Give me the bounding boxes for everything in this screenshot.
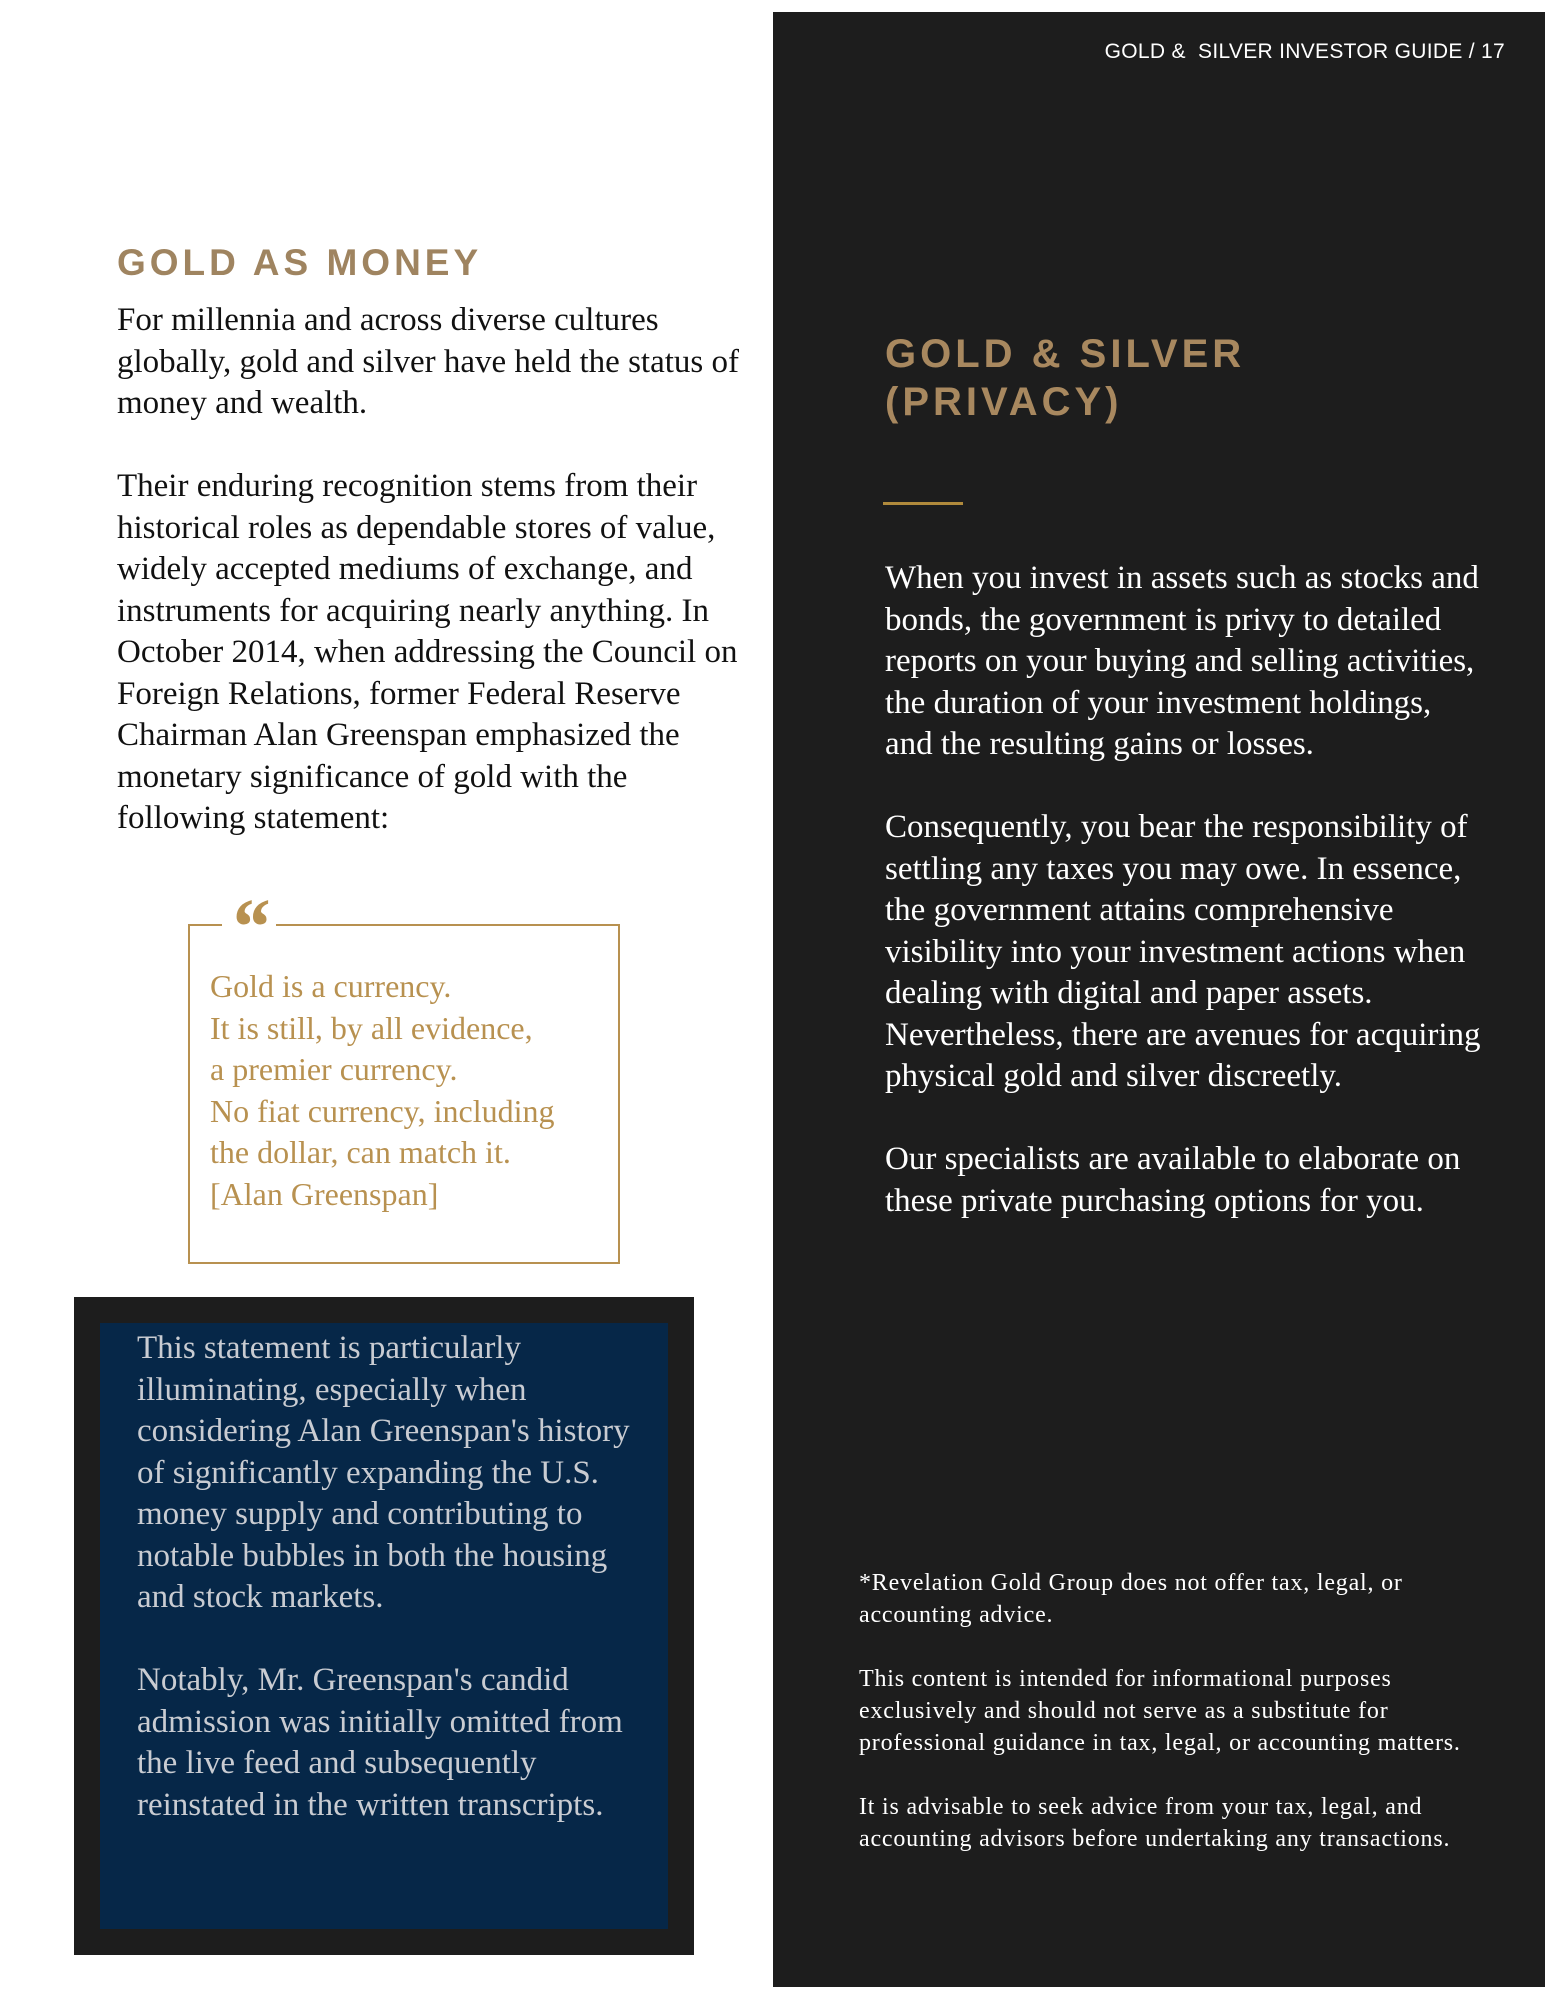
gold-divider: [883, 502, 963, 505]
privacy-heading-line-2: (PRIVACY): [885, 380, 1123, 424]
money-paragraph-1: For millennia and across diverse cultures globally, gold and silver have held the status of money and wealth.: [117, 302, 739, 421]
gold-as-money-body: [117, 300, 757, 881]
commentary-text: [137, 1328, 657, 1868]
disclaimer-paragraph-3: It is advisable to seek advice from your tax, legal, and accounting advisors before undertaking any transactions.: [859, 1794, 1451, 1852]
quote-mark-icon: “: [222, 888, 276, 942]
disclaimer-paragraph-1: *Revelation Gold Group does not offer tax, legal, or accounting advice.: [859, 1570, 1403, 1628]
quote-line-2: It is still, by all evidence,: [210, 1009, 533, 1046]
commentary-paragraph-1: This statement is particularly illuminating, especially when considering Alan Greenspan's history of significantly expanding the U.S. money supply and contributing to notable bubbles in both the housing and stock markets.: [137, 1330, 630, 1615]
privacy-panel: [773, 12, 1545, 1987]
gold-as-money-heading: GOLD AS MONEY: [117, 242, 483, 283]
quote-line-4: No fiat currency, including: [210, 1092, 555, 1129]
money-paragraph-2: Their enduring recognition stems from their historical roles as dependable stores of value, widely accepted mediums of exchange, and instruments for acquiring nearly anything. In October 2014, when addressing the Council on Foreign Relations, former Federal Reserve Chairman Alan Greenspan emphasized the monetary significance of gold with the following statement:: [117, 468, 738, 836]
privacy-paragraph-2: Consequently, you bear the responsibility of settling any taxes you may owe. In essence, the government attains comprehensive visibility into your investment actions when dealing with digital and paper assets. Nevertheless, there are avenues for acquiring physical gold and silver discreetly.: [885, 809, 1481, 1094]
privacy-heading: [885, 330, 1485, 426]
privacy-heading-line-1: GOLD & SILVER: [885, 332, 1246, 376]
disclaimer-paragraph-2: This content is intended for informational purposes exclusively and should not serve as a substitute for professional guidance in tax, legal, or accounting matters.: [859, 1666, 1461, 1756]
quote-line-1: Gold is a currency.: [210, 968, 452, 1004]
disclaimer: [859, 1567, 1499, 1887]
quote-line-5: the dollar, can match it.: [210, 1134, 511, 1170]
greenspan-quote: [210, 966, 630, 1215]
privacy-paragraph-3: Our specialists are available to elaborate on these private purchasing options for you.: [885, 1141, 1461, 1219]
privacy-paragraph-1: When you invest in assets such as stocks and bonds, the government is privy to detailed reports on your buying and selling activities, the duration of your investment holdings, and the resulting gains or losses.: [885, 560, 1479, 762]
quote-attribution: [Alan Greenspan]: [210, 1175, 439, 1212]
privacy-body: [885, 558, 1485, 1264]
commentary-paragraph-2: Notably, Mr. Greenspan's candid admission was initially omitted from the live feed and subsequently reinstated in the written transcripts.: [137, 1662, 623, 1823]
running-header: GOLD & SILVER INVESTOR GUIDE / 17: [1104, 40, 1505, 63]
quote-line-3: a premier currency.: [210, 1051, 458, 1087]
